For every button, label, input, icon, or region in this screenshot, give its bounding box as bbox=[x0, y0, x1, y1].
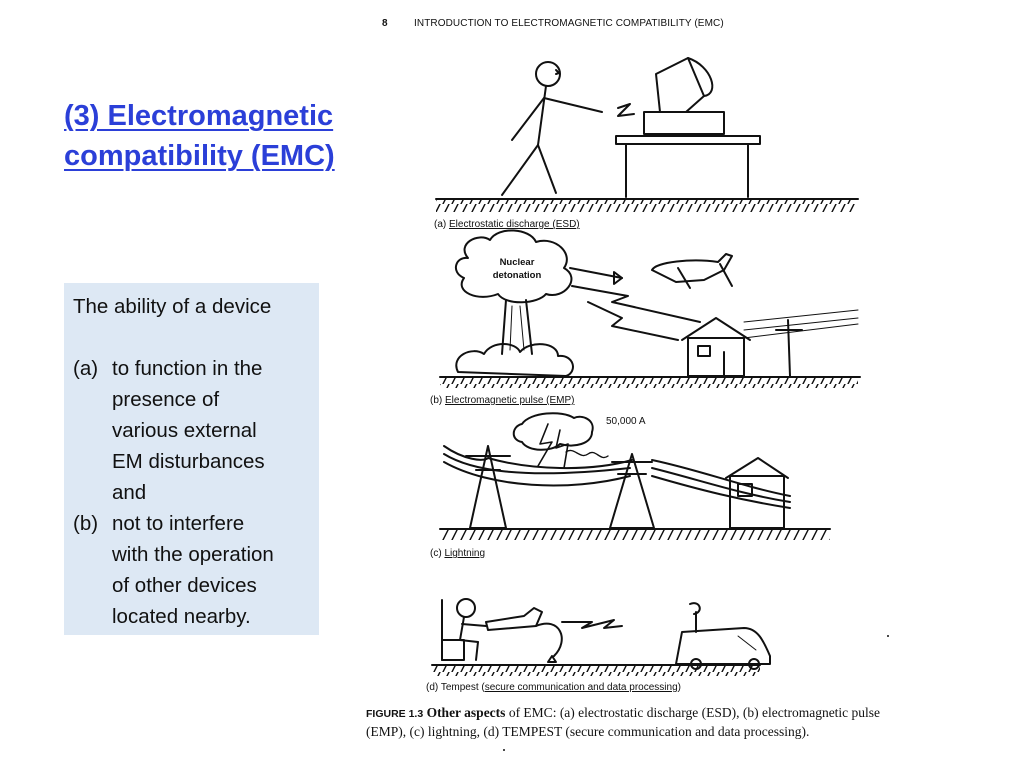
figure-page-number: 8 bbox=[382, 18, 388, 29]
definition-line: to function in the bbox=[112, 357, 263, 380]
emc-figure bbox=[360, 0, 920, 768]
slide-title-line-1: (3) Electromagnetic bbox=[64, 100, 334, 132]
definition-line: various external bbox=[112, 419, 257, 442]
definition-item-marker: (b) bbox=[73, 512, 99, 535]
definition-intro: The ability of a device bbox=[73, 295, 272, 318]
emp-panel-drawing bbox=[440, 230, 860, 388]
figure-caption-label: FIGURE 1.3 bbox=[366, 708, 424, 720]
definition-box bbox=[64, 283, 319, 635]
definition-line: presence of bbox=[112, 388, 220, 411]
panel-b-label bbox=[430, 395, 575, 406]
annotation-line: Nuclear bbox=[499, 257, 535, 268]
esd-panel-drawing bbox=[436, 58, 858, 212]
panel-label: Tempest ( bbox=[440, 682, 485, 693]
definition-line: of other devices bbox=[112, 574, 257, 597]
definition-item-b bbox=[73, 508, 319, 632]
annotation-line: detonation bbox=[492, 270, 542, 281]
nuclear-detonation-label bbox=[486, 256, 548, 282]
panel-d-label bbox=[426, 682, 681, 693]
tempest-panel-drawing bbox=[432, 599, 770, 676]
panel-label: Electromagnetic pulse (EMP) bbox=[445, 395, 575, 406]
figure-caption-text: of EMC: (a) electrostatic discharge (ESD), (b) electromagnetic pulse (EMP), (c) lightning, (d) TEMPEST (secure communication and data processing). bbox=[366, 705, 881, 739]
panel-label: Electrostatic discharge (ESD) bbox=[449, 219, 580, 230]
panel-label-end: ) bbox=[677, 682, 681, 693]
definition-line: EM disturbances bbox=[112, 450, 265, 473]
panel-a-label bbox=[434, 219, 580, 230]
panel-prefix: (a) bbox=[434, 219, 447, 230]
figure-caption-title: Other aspects bbox=[426, 705, 506, 720]
panel-c-label bbox=[430, 548, 485, 559]
panel-prefix: (d) bbox=[426, 682, 439, 693]
lightning-current-label: 50,000 A bbox=[606, 416, 646, 427]
panel-prefix: (b) bbox=[430, 395, 443, 406]
figure-running-header: INTRODUCTION TO ELECTROMAGNETIC COMPATIBILITY (EMC) bbox=[414, 18, 724, 29]
slide-title-line-2: compatibility (EMC) bbox=[64, 140, 335, 172]
panel-prefix: (c) bbox=[430, 548, 442, 559]
definition-line: not to interfere bbox=[112, 512, 245, 535]
definition-item-a bbox=[73, 353, 319, 508]
definition-line: with the operation bbox=[112, 543, 274, 566]
definition-line: and bbox=[112, 481, 147, 504]
figure-caption bbox=[366, 704, 906, 740]
emc-figure-drawing bbox=[360, 0, 920, 768]
definition-item-marker: (a) bbox=[73, 357, 99, 380]
lightning-panel-drawing bbox=[440, 413, 830, 540]
slide-title bbox=[64, 96, 364, 176]
definition-line: located nearby. bbox=[112, 605, 251, 628]
panel-label: Lightning bbox=[444, 548, 486, 559]
panel-label-underlined: secure communication and data processing bbox=[484, 682, 678, 693]
